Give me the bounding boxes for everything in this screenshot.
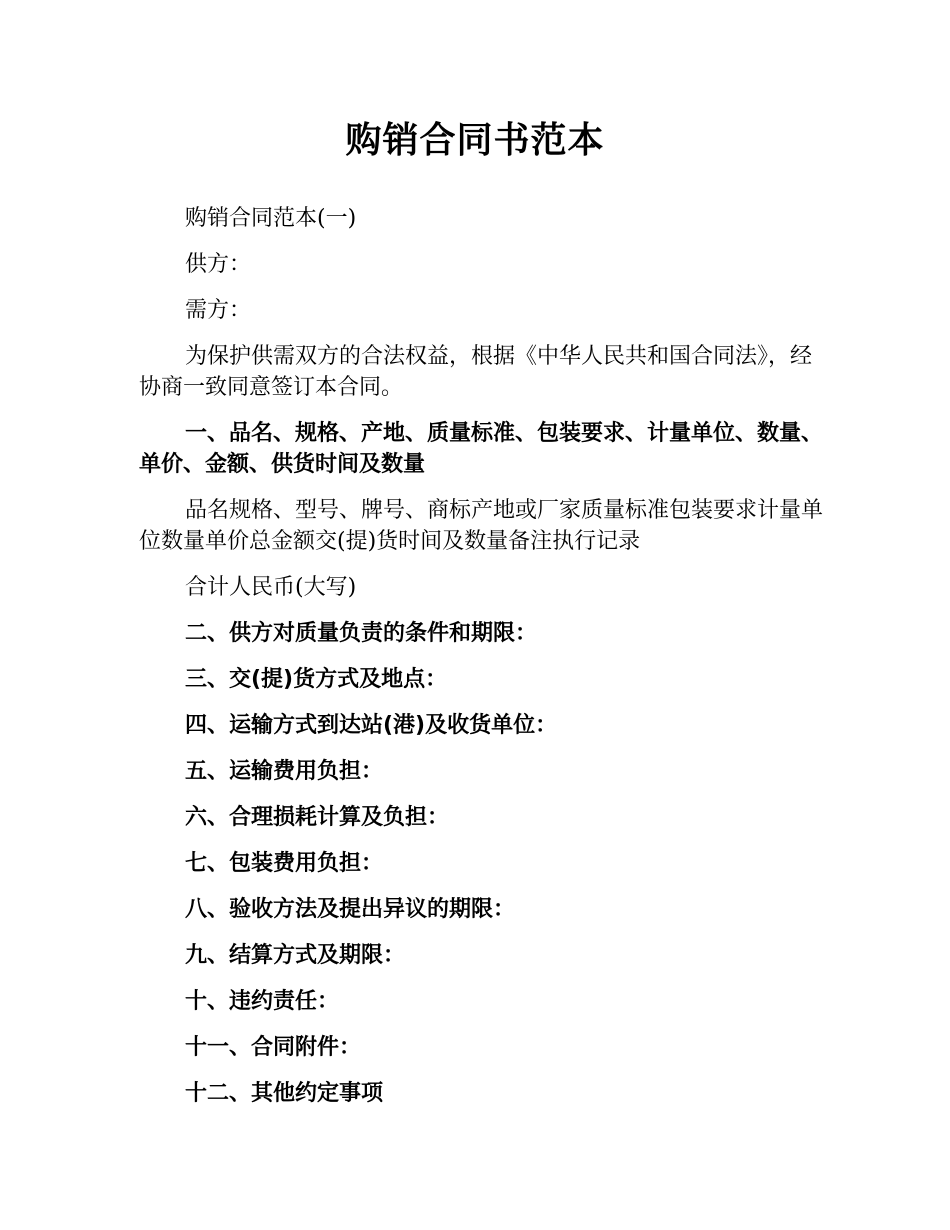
section-heading-7: 七、包装费用负担： xyxy=(185,851,384,876)
section-heading-2: 二、供方对质量负责的条件和期限： xyxy=(185,621,538,646)
paragraph-item-columns: 品名规格、型号、牌号、商标产地或厂家质量标准包装要求计量单位数量单价总金额交(提)货时间及数量备注执行记录 xyxy=(139,498,824,554)
section-heading-11: 十一、合同附件： xyxy=(185,1035,362,1060)
paragraph-contract-sample-one: 购销合同范本(一) xyxy=(185,206,357,231)
section-heading-5: 五、运输费用负担： xyxy=(185,759,384,784)
section-heading-6: 六、合理损耗计算及负担： xyxy=(185,805,450,830)
document-title: 购销合同书范本 xyxy=(345,120,605,161)
paragraph-supplier: 供方： xyxy=(185,252,252,277)
section-heading-3: 三、交(提)货方式及地点： xyxy=(185,667,448,692)
section-heading-10: 十、违约责任： xyxy=(185,989,340,1014)
document-body xyxy=(139,203,829,1124)
section-heading-1: 一、品名、规格、产地、质量标准、包装要求、计量单位、数量、单价、金额、供货时间及数量 xyxy=(139,421,824,477)
section-heading-12: 十二、其他约定事项 xyxy=(185,1081,384,1106)
section-heading-4: 四、运输方式到达站(港)及收货单位： xyxy=(185,713,558,738)
paragraph-preamble: 为保护供需双方的合法权益，根据《中华人民共和国合同法》，经协商一致同意签订本合同。 xyxy=(139,344,813,400)
paragraph-buyer: 需方： xyxy=(185,298,252,323)
section-heading-9: 九、结算方式及期限： xyxy=(185,943,406,968)
paragraph-total-rmb: 合计人民币(大写) xyxy=(185,575,357,600)
section-heading-8: 八、验收方法及提出异议的期限： xyxy=(185,897,516,922)
